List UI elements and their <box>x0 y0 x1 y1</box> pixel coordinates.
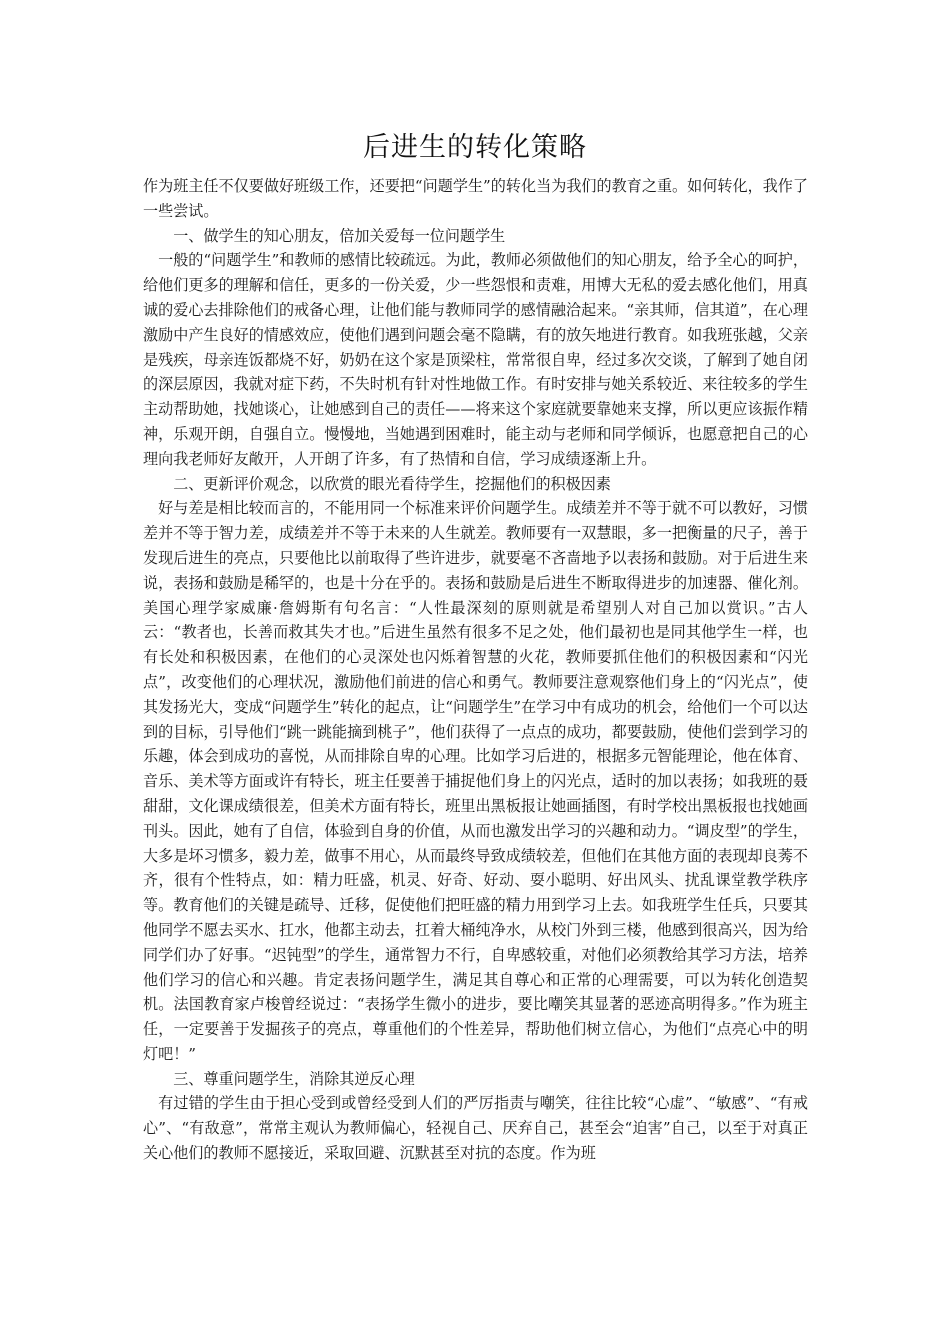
body-paragraph-3: 有过错的学生由于担心受到或曾经受到人们的严厉指责与嘲笑，往往比较“心虚”、“敏感”、“有戒心”、“有敌意”，常常主观认为教师偏心，轻视自己、厌弃自己，甚至会“迫害”自己，以至于对真正关心他们的教师不愿接近，采取回避、沉默甚至对抗的态度。作为班 <box>143 1094 808 1163</box>
section-heading-1: 一、做学生的知心朋友，倍加关爱每一位问题学生 <box>173 226 506 245</box>
document-title: 后进生的转化策略 <box>363 132 587 163</box>
document-body <box>143 174 808 1166</box>
section-heading-2: 二、更新评价观念，以欣赏的眼光看待学生，挖掘他们的积极因素 <box>173 474 611 493</box>
intro-paragraph: 作为班主任不仅要做好班级工作，还要把“问题学生”的转化当为我们的教育之重。如何转化，我作了一些尝试。 <box>143 177 808 220</box>
section-heading-3: 三、尊重问题学生，消除其逆反心理 <box>173 1069 415 1088</box>
body-paragraph-2: 好与差是相比较而言的，不能用同一个标准来评价问题学生。成绩差并不等于就不可以教好，习惯差并不等于智力差，成绩差并不等于未来的人生就差。教师要有一双慧眼，多一把衡量的尺子，善于发现后进生的亮点，只要他比以前取得了些许进步，就要毫不吝啬地予以表扬和鼓励。对于后进生来说，表扬和鼓励是稀罕的，也是十分在乎的。表扬和鼓励是后进生不断取得进步的加速器、催化剂。美国心理学家威廉·詹姆斯有句名言：“人性最深刻的原则就是希望别人对自己加以赏识。”古人云：“教者也，长善而救其失才也。”后进生虽然有很多不足之处，他们最初也是同其他学生一样，也有长处和积极因素，在他们的心灵深处也闪烁着智慧的火花，教师要抓住他们的积极因素和“闪光点”，改变他们的心理状况，激励他们前进的信心和勇气。教师要注意观察他们身上的“闪光点”，使其发扬光大，变成“问题学生”转化的起点，让“问题学生”在学习中有成功的机会，给他们一个可以达到的目标，引导他们“跳一跳能摘到桃子”，他们获得了一点点的成功，都要鼓励，使他们尝到学习的乐趣，体会到成功的喜悦，从而排除自卑的心理。比如学习后进的，根据多元智能理论，他在体育、音乐、美术等方面或许有特长，班主任要善于捕捉他们身上的闪光点，适时的加以表扬；如我班的聂甜甜，文化课成绩很差，但美术方面有特长，班里出黑板报让她画插图，有时学校出黑板报也找她画刊头。因此，她有了自信，体验到自身的价值，从而也激发出学习的兴趣和动力。“调皮型”的学生，大多是坏习惯多，毅力差，做事不用心，从而最终导致成绩较差，但他们在其他方面的表现却良莠不齐，很有个性特点，如：精力旺盛，机灵、好奇、好动、耍小聪明、好出风头、扰乱课堂教学秩序等。教育他们的关键是疏导、迁移，促使他们把旺盛的精力用到学习上去。如我班学生任兵，只要其他同学不愿去买水、扛水，他都主动去，扛着大桶纯净水，从校门外到三楼，他感到很高兴，因为给同学们办了好事。“迟钝型”的学生，通常智力不行，自卑感较重，对他们必须教给其学习方法，培养他们学习的信心和兴趣。肯定表扬问题学生，满足其自尊心和正常的心理需要，可以为转化创造契机。法国教育家卢梭曾经说过：“表扬学生微小的进步，要比嘲笑其显著的恶迹高明得多。”作为班主任，一定要善于发掘孩子的亮点，尊重他们的个性差异，帮助他们树立信心，为他们“点亮心中的明灯吧！” <box>143 499 808 1063</box>
body-paragraph-1: 一般的“问题学生”和教师的感情比较疏远。为此，教师必须做他们的知心朋友，给予全心的呵护，给他们更多的理解和信任，更多的一份关爱，少一些怨恨和责难，用博大无私的爱去感化他们，用真诚的爱心去排除他们的戒备心理，让他们能与教师同学的感情融洽起来。“亲其师，信其道”，在心理激励中产生良好的情感效应，使他们遇到问题会毫不隐瞒，有的放矢地进行教育。如我班张越，父亲是残疾，母亲连饭都烧不好，奶奶在这个家是顶梁柱，常常很自卑，经过多次交谈，了解到了她自闭的深层原因，我就对症下药，不失时机有针对性地做工作。有时安排与她关系较近、来往较多的学生主动帮助她，找她谈心，让她感到自己的责任——将来这个家庭就要靠她来支撑，所以更应该振作精神，乐观开朗，自强自立。慢慢地，当她遇到困难时，能主动与老师和同学倾诉，也愿意把自己的心理向我老师好友敞开，人开朗了许多，有了热情和自信，学习成绩逐渐上升。 <box>143 251 808 468</box>
